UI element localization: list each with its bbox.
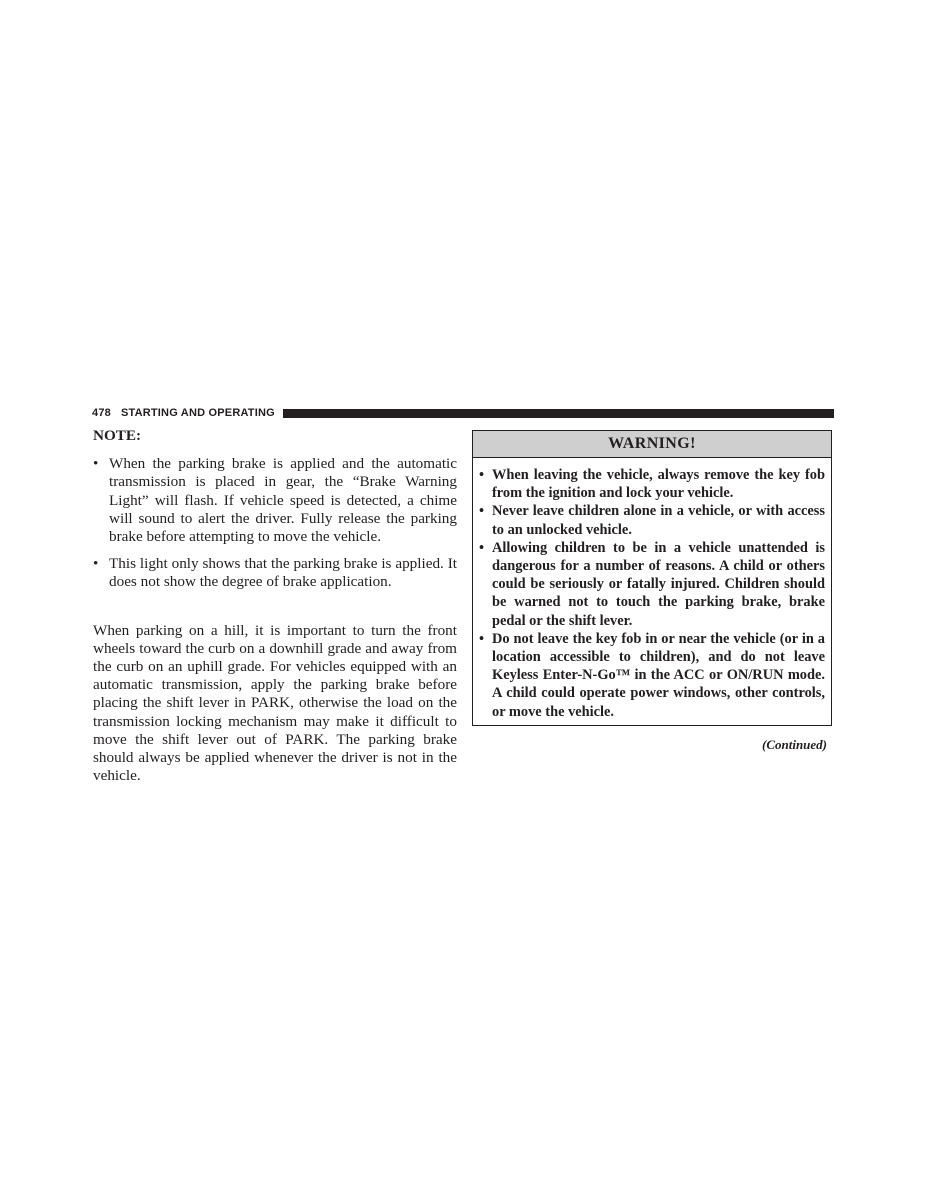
warning-item <box>479 630 825 721</box>
bullet-icon: • <box>479 467 485 483</box>
bullet-icon: • <box>479 630 485 647</box>
note-item-text: When the parking brake is applied and the automatic transmission is placed in gear, the “Brake Warning Light” will flash. If vehicle speed is detected, a chime will sound to alert the driver. Fully release the parking brake before attempting to move the vehicle. <box>109 455 457 546</box>
note-item <box>93 555 457 591</box>
note-list <box>93 455 457 591</box>
bullet-icon: • <box>479 539 485 556</box>
warning-item <box>479 502 825 538</box>
page-number: 478 <box>92 407 111 419</box>
bullet-icon: • <box>93 455 99 473</box>
note-title: NOTE: <box>93 427 142 444</box>
left-column <box>93 427 457 785</box>
section-title: STARTING AND OPERATING <box>120 407 275 419</box>
warning-item-text: When leaving the vehicle, always remove the key fob from the ignition and lock your vehicle. <box>492 467 825 502</box>
warning-list <box>473 458 831 721</box>
page-header <box>92 406 834 420</box>
warning-box <box>472 430 832 726</box>
warning-item-text: Allowing children to be in a vehicle unattended is dangerous for a number of reasons. A child or others could be seriously or fatally injured. Children should be warned not to touch the parking brake, brake pedal or the shift lever. <box>492 539 825 629</box>
warning-title: WARNING! <box>473 431 831 458</box>
note-item-text: This light only shows that the parking brake is applied. It does not show the degree of brake application. <box>109 555 457 591</box>
warning-item-text: Do not leave the key fob in or near the vehicle (or in a location accessible to children), and do not leave Keyless Enter-N-Go™ in the ACC or ON/RUN mode. A child could operate power windows, other controls, or move the vehicle. <box>492 630 825 720</box>
warning-item <box>479 539 825 630</box>
warning-item-text: Never leave children alone in a vehicle, or with access to an unlocked vehicle. <box>492 503 825 538</box>
bullet-icon: • <box>479 503 485 520</box>
bullet-icon: • <box>93 555 99 573</box>
header-rule <box>283 409 834 418</box>
warning-item <box>479 466 825 502</box>
note-item <box>93 455 457 546</box>
continued-label: (Continued) <box>761 737 827 752</box>
body-paragraph: When parking on a hill, it is important to turn the front wheels toward the curb on a downhill grade and away from the curb on an uphill grade. For vehicles equipped with an automatic transmission, apply the parking brake before placing the shift lever in PARK, otherwise the load on the transmission locking mechanism may make it difficult to move the shift lever out of PARK. The parking brake should always be applied whenever the driver is not in the vehicle. <box>93 621 457 785</box>
